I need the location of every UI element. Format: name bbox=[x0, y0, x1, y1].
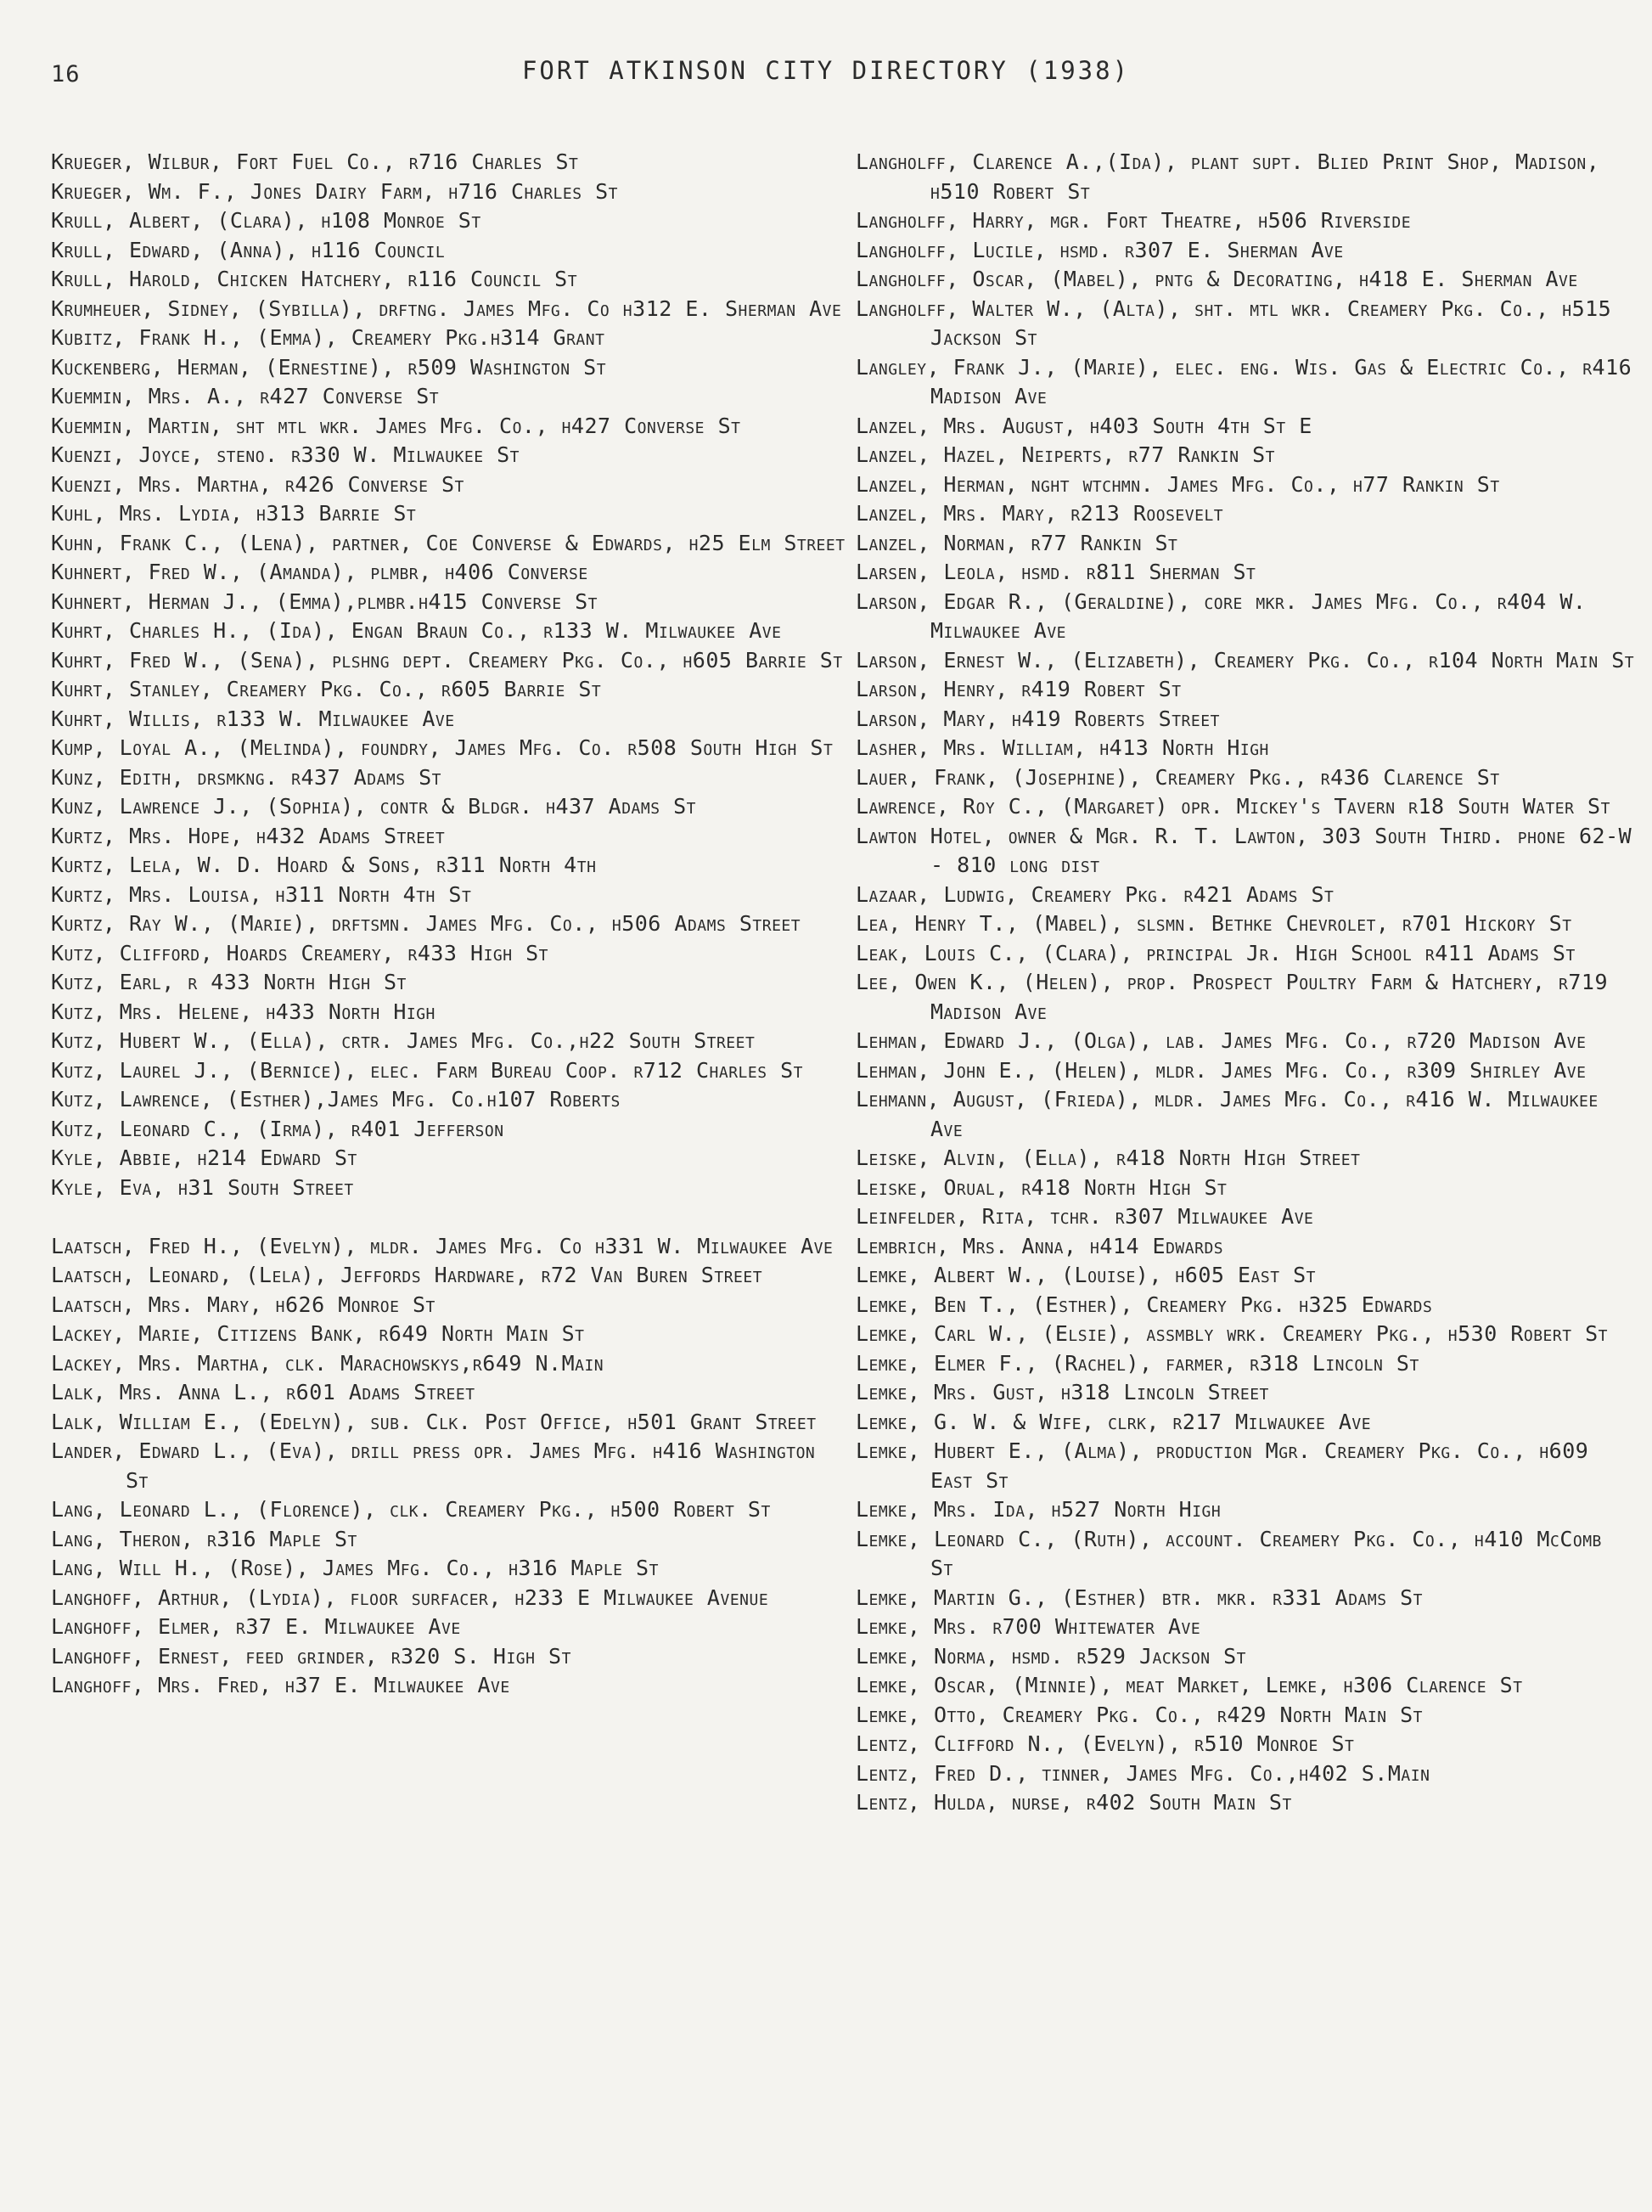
directory-entry: Lemke, Carl W., (Elsie), assmbly wrk. Creamery Pkg., h530 Robert St bbox=[856, 1321, 1609, 1346]
directory-entry: Lackey, Marie, Citizens Bank, r649 North Main St bbox=[51, 1321, 585, 1346]
directory-entry: Krull, Harold, Chicken Hatchery, r116 Council St bbox=[51, 267, 578, 291]
directory-entry: Kyle, Eva, h31 South Street bbox=[51, 1174, 354, 1200]
directory-entry: Lemke, Leonard C., (Ruth), account. Creamery Pkg. Co., h410 McComb St bbox=[856, 1526, 1602, 1580]
directory-entry: Kutz, Leonard C., (Irma), r401 Jefferson bbox=[51, 1116, 504, 1141]
directory-entry: Kunz, Lawrence J., (Sophia), contr & Bldgr. h437 Adams St bbox=[51, 794, 696, 819]
directory-entry: Lemke, Hubert E., (Alma), production Mgr. Creamery Pkg. Co., h609 East St bbox=[856, 1438, 1589, 1493]
directory-entry: Lazaar, Ludwig, Creamery Pkg. r421 Adams St bbox=[856, 881, 1335, 907]
directory-entry: Lemke, Albert W., (Louise), h605 East St bbox=[856, 1263, 1316, 1287]
directory-entry: Laatsch, Leonard, (Lela), Jeffords Hardware, r72 Van Buren Street bbox=[51, 1263, 763, 1287]
directory-entry: Krueger, Wm. F., Jones Dairy Farm, h716 Charles St bbox=[51, 178, 618, 204]
directory-entry: Lanzel, Norman, r77 Rankin St bbox=[856, 530, 1178, 555]
directory-entry: Lemke, Ben T., (Esther), Creamery Pkg. h325 Edwards bbox=[856, 1292, 1433, 1317]
directory-entry: Leiske, Alvin, (Ella), r418 North High Street bbox=[856, 1145, 1361, 1170]
directory-entry: Kuenzi, Joyce, steno. r330 W. Milwaukee St bbox=[51, 442, 520, 467]
directory-entry: Krull, Albert, (Clara), h108 Monroe St bbox=[51, 208, 481, 233]
directory-entry: Lemke, Elmer F., (Rachel), farmer, r318 Lincoln St bbox=[856, 1350, 1419, 1376]
page-title: FORT ATKINSON CITY DIRECTORY (1938) bbox=[521, 56, 1131, 85]
directory-entry: Kutz, Hubert W., (Ella), crtr. James Mfg. Co.,h22 South Street bbox=[51, 1028, 756, 1053]
directory-entry: Lehmann, August, (Frieda), mldr. James Mfg. Co., r416 W. Milwaukee Ave bbox=[856, 1087, 1599, 1141]
directory-entry: Kuemmin, Mrs. A., r427 Converse St bbox=[51, 384, 440, 408]
directory-entry: Langholff, Harry, mgr. Fort Theatre, h506 Riverside bbox=[856, 208, 1412, 233]
directory-entry: Lentz, Hulda, nurse, r402 South Main St bbox=[856, 1790, 1292, 1815]
directory-entry: Lanzel, Herman, nght wtchmn. James Mfg. Co., h77 Rankin St bbox=[856, 471, 1500, 497]
directory-entry: Lehman, John E., (Helen), mldr. James Mfg. Co., r309 Shirley Ave bbox=[856, 1057, 1587, 1083]
directory-entry: Lang, Leonard L., (Florence), clk. Creamery Pkg., h500 Robert St bbox=[51, 1497, 771, 1522]
directory-entry: Lemke, Oscar, (Minnie), meat Market, Lemke, h306 Clarence St bbox=[856, 1673, 1523, 1697]
section-gap bbox=[51, 1202, 849, 1232]
directory-entry: Kutz, Earl, r 433 North High St bbox=[51, 970, 407, 994]
directory-entry: Lemke, Norma, hsmd. r529 Jackson St bbox=[856, 1643, 1247, 1669]
directory-entry: Kurtz, Ray W., (Marie), drftsmn. James Mfg. Co., h506 Adams Street bbox=[51, 911, 801, 936]
directory-entry: Lalk, Mrs. Anna L., r601 Adams Street bbox=[51, 1380, 475, 1404]
directory-entry: Larsen, Leola, hsmd. r811 Sherman St bbox=[856, 560, 1256, 584]
directory-entry: Kuhnert, Herman J., (Emma),plmbr.h415 Converse St bbox=[51, 588, 598, 614]
directory-entry: Kubitz, Frank H., (Emma), Creamery Pkg.h314 Grant bbox=[51, 325, 605, 350]
directory-entry: Kutz, Lawrence, (Esther),James Mfg. Co.h107 Roberts bbox=[51, 1087, 621, 1112]
left-column bbox=[51, 148, 849, 1701]
directory-entry: Laatsch, Fred H., (Evelyn), mldr. James Mfg. Co h331 W. Milwaukee Ave bbox=[51, 1233, 834, 1258]
directory-entry: Lentz, Clifford N., (Evelyn), r510 Monroe St bbox=[856, 1731, 1355, 1756]
directory-entry: Lemke, Otto, Creamery Pkg. Co., r429 North Main St bbox=[856, 1702, 1423, 1727]
directory-entry: Leinfelder, Rita, tchr. r307 Milwaukee Ave bbox=[856, 1204, 1314, 1229]
directory-entry: Lasher, Mrs. William, h413 North High bbox=[856, 735, 1269, 760]
directory-entry: Kurtz, Lela, W. D. Hoard & Sons, r311 North 4th bbox=[51, 853, 597, 877]
directory-entry: Langhoff, Arthur, (Lydia), floor surfacer, h233 E Milwaukee Avenue bbox=[51, 1584, 769, 1610]
directory-entry: Langhoff, Elmer, r37 E. Milwaukee Ave bbox=[51, 1614, 461, 1639]
right-column bbox=[856, 148, 1637, 1818]
directory-entry: Kyle, Abbie, h214 Edward St bbox=[51, 1145, 357, 1170]
directory-entry: Kurtz, Mrs. Louisa, h311 North 4th St bbox=[51, 881, 472, 907]
directory-entry: Kunz, Edith, drsmkng. r437 Adams St bbox=[51, 764, 442, 790]
directory-entry: Krull, Edward, (Anna), h116 Council bbox=[51, 237, 446, 262]
directory-entry: Kuckenberg, Herman, (Ernestine), r509 Washington St bbox=[51, 354, 607, 380]
directory-entry: Lackey, Mrs. Martha, clk. Marachowskys,r649 N.Main bbox=[51, 1350, 604, 1376]
directory-entry: Lauer, Frank, (Josephine), Creamery Pkg., r436 Clarence St bbox=[856, 764, 1500, 790]
directory-entry: Larson, Edgar R., (Geraldine), core mkr. James Mfg. Co., r404 W. Milwaukee Ave bbox=[856, 588, 1587, 643]
directory-entry: Kuhnert, Fred W., (Amanda), plmbr, h406 Converse bbox=[51, 560, 588, 584]
directory-entry: Kurtz, Mrs. Hope, h432 Adams Street bbox=[51, 823, 446, 848]
directory-entry: Lentz, Fred D., tinner, James Mfg. Co.,h402 S.Main bbox=[856, 1760, 1430, 1786]
directory-entry: Larson, Henry, r419 Robert St bbox=[856, 677, 1182, 701]
directory-entry: Lea, Henry T., (Mabel), slsmn. Bethke Chevrolet, r701 Hickory St bbox=[856, 911, 1572, 936]
directory-entry: Langholff, Clarence A.,(Ida), plant supt. Blied Print Shop, Madison, h510 Robert St bbox=[856, 149, 1600, 204]
directory-entry: Krumheuer, Sidney, (Sybilla), drftng. James Mfg. Co h312 E. Sherman Ave bbox=[51, 295, 842, 321]
directory-entry: Lalk, William E., (Edelyn), sub. Clk. Post Office, h501 Grant Street bbox=[51, 1409, 817, 1434]
directory-entry: Kuhrt, Willis, r133 W. Milwaukee Ave bbox=[51, 706, 455, 731]
directory-entry: Lang, Theron, r316 Maple St bbox=[51, 1526, 357, 1551]
page-number: 16 bbox=[51, 61, 81, 87]
directory-entry: Leiske, Orual, r418 North High St bbox=[856, 1174, 1228, 1200]
directory-entry: Lemke, G. W. & Wife, clrk, r217 Milwaukee Ave bbox=[856, 1409, 1372, 1434]
directory-entry: Larson, Mary, h419 Roberts Street bbox=[856, 706, 1220, 731]
directory-entry: Langholff, Oscar, (Mabel), pntg & Decorating, h418 E. Sherman Ave bbox=[856, 267, 1578, 291]
directory-entry: Kutz, Mrs. Helene, h433 North High bbox=[51, 999, 435, 1024]
directory-entry: Kuemmin, Martin, sht mtl wkr. James Mfg. Co., h427 Converse St bbox=[51, 413, 741, 438]
directory-entry: Lawrence, Roy C., (Margaret) opr. Mickey's Tavern r18 South Water St bbox=[856, 794, 1610, 819]
directory-entry: Lembrich, Mrs. Anna, h414 Edwards bbox=[856, 1233, 1224, 1258]
directory-entry: Kuhrt, Charles H., (Ida), Engan Braun Co., r133 W. Milwaukee Ave bbox=[51, 618, 782, 643]
directory-entry: Kuhl, Mrs. Lydia, h313 Barrie St bbox=[51, 501, 417, 526]
directory-entry: Lawton Hotel, owner & Mgr. R. T. Lawton, 303 South Third. phone 62-W - 810 long dist bbox=[856, 823, 1632, 877]
directory-entry: Lang, Will H., (Rose), James Mfg. Co., h316 Maple St bbox=[51, 1556, 659, 1580]
directory-entry: Langholff, Walter W., (Alta), sht. mtl wkr. Creamery Pkg. Co., h515 Jackson St bbox=[856, 295, 1612, 350]
directory-entry: Kuhn, Frank C., (Lena), partner, Coe Converse & Edwards, h25 Elm Street bbox=[51, 530, 846, 555]
directory-entry: Larson, Ernest W., (Elizabeth), Creamery Pkg. Co., r104 North Main St bbox=[856, 647, 1635, 673]
directory-entry: Langhoff, Ernest, feed grinder, r320 S. High St bbox=[51, 1643, 571, 1669]
directory-entry: Lander, Edward L., (Eva), drill press opr. James Mfg. h416 Washington St bbox=[51, 1438, 816, 1493]
directory-entry: Kuenzi, Mrs. Martha, r426 Converse St bbox=[51, 471, 464, 497]
directory-entry: Lee, Owen K., (Helen), prop. Prospect Poultry Farm & Hatchery, r719 Madison Ave bbox=[856, 970, 1609, 1024]
directory-entry: Lanzel, Hazel, Neiperts, r77 Rankin St bbox=[856, 442, 1276, 467]
directory-entry: Langholff, Lucile, hsmd. r307 E. Sherman Ave bbox=[856, 237, 1344, 262]
directory-entry: Lemke, Martin G., (Esther) btr. mkr. r331 Adams St bbox=[856, 1584, 1423, 1610]
directory-entry: Lanzel, Mrs. Mary, r213 Roosevelt bbox=[856, 501, 1224, 526]
directory-entry: Kutz, Laurel J., (Bernice), elec. Farm Bureau Coop. r712 Charles St bbox=[51, 1057, 804, 1083]
directory-entry: Lemke, Mrs. Ida, h527 North High bbox=[856, 1497, 1222, 1522]
directory-entry: Kutz, Clifford, Hoards Creamery, r433 High St bbox=[51, 940, 549, 965]
directory-entry: Langhoff, Mrs. Fred, h37 E. Milwaukee Ave bbox=[51, 1673, 510, 1697]
directory-entry: Lemke, Mrs. Gust, h318 Lincoln Street bbox=[856, 1380, 1269, 1404]
directory-entry: Krueger, Wilbur, Fort Fuel Co., r716 Charles St bbox=[51, 149, 579, 174]
directory-entry: Lanzel, Mrs. August, h403 South 4th St E bbox=[856, 413, 1312, 438]
directory-entry: Leak, Louis C., (Clara), principal Jr. High School r411 Adams St bbox=[856, 940, 1576, 965]
directory-entry: Laatsch, Mrs. Mary, h626 Monroe St bbox=[51, 1292, 435, 1317]
directory-entry: Lehman, Edward J., (Olga), lab. James Mfg. Co., r720 Madison Ave bbox=[856, 1028, 1587, 1053]
directory-entry: Lemke, Mrs. r700 Whitewater Ave bbox=[856, 1614, 1201, 1639]
directory-entry: Langley, Frank J., (Marie), elec. eng. Wis. Gas & Electric Co., r416 Madison Ave bbox=[856, 354, 1632, 408]
directory-entry: Kump, Loyal A., (Melinda), foundry, James Mfg. Co. r508 South High St bbox=[51, 735, 834, 760]
directory-entry: Kuhrt, Stanley, Creamery Pkg. Co., r605 Barrie St bbox=[51, 677, 602, 701]
directory-entry: Kuhrt, Fred W., (Sena), plshng dept. Creamery Pkg. Co., h605 Barrie St bbox=[51, 647, 843, 673]
